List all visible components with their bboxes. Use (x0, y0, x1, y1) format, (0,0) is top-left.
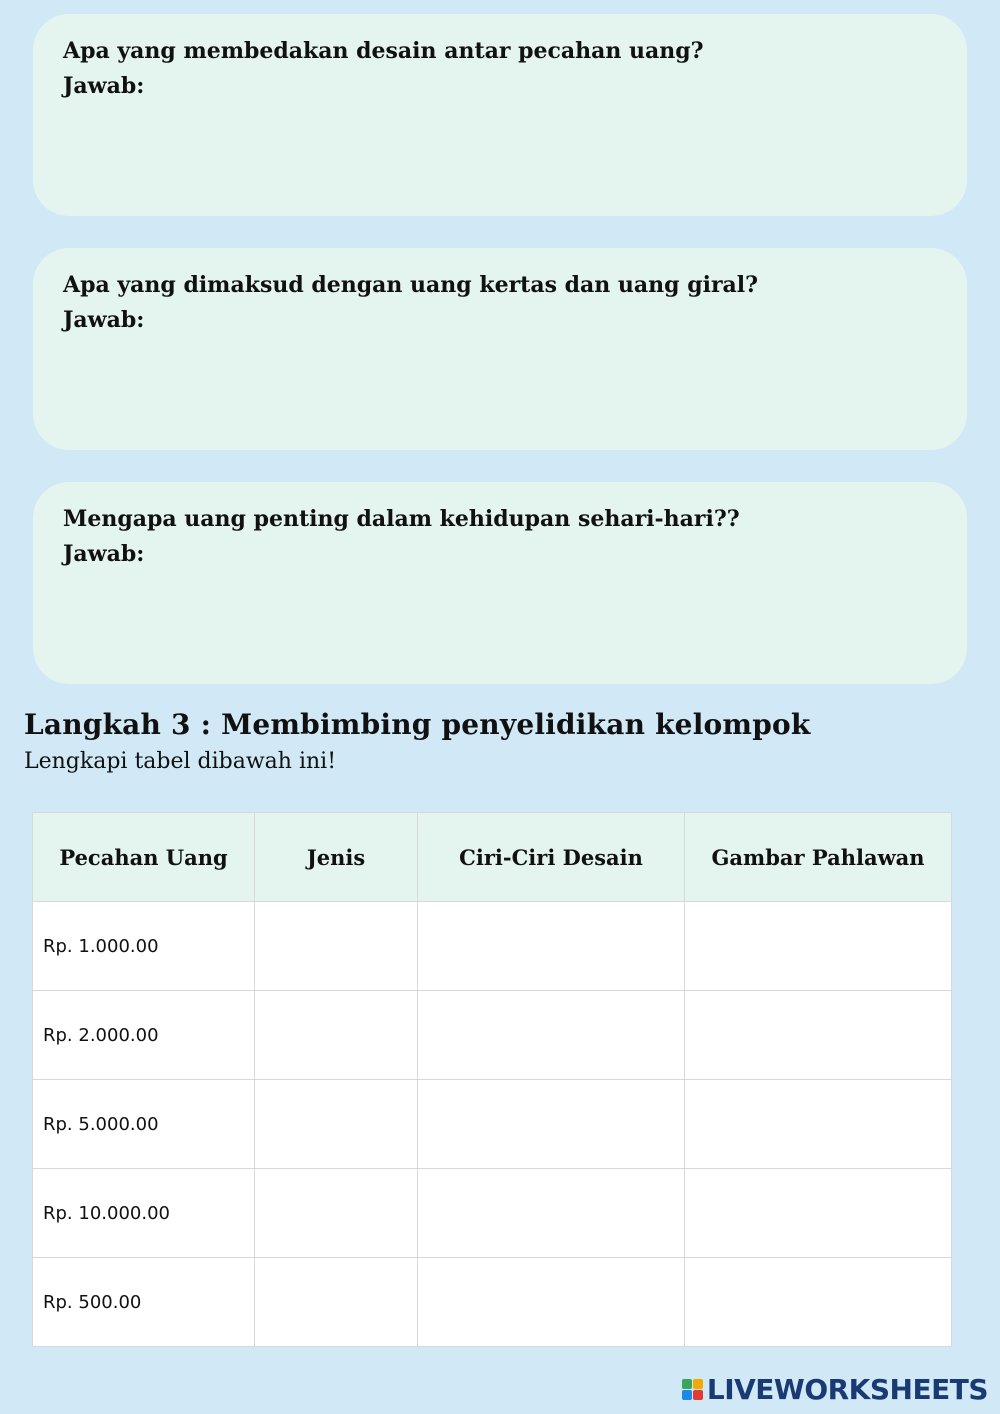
question-text: Apa yang dimaksud dengan uang kertas dan uang giral? (63, 272, 759, 298)
table-row (33, 1258, 952, 1347)
step-instruction: Lengkapi tabel dibawah ini! (24, 749, 337, 774)
liveworksheets-logo-icon (682, 1379, 703, 1400)
liveworksheets-logo (682, 1373, 988, 1406)
ciri-desain-input-cell[interactable] (418, 1258, 685, 1347)
jenis-input-cell[interactable] (255, 1169, 418, 1258)
question-box-2 (33, 248, 967, 450)
table-row (33, 1169, 952, 1258)
denomination-cell: Rp. 500.00 (33, 1258, 255, 1347)
gambar-pahlawan-input-cell[interactable] (685, 1258, 952, 1347)
ciri-desain-input-cell[interactable] (418, 1169, 685, 1258)
header-jenis: Jenis (255, 813, 418, 902)
ciri-desain-input-cell[interactable] (418, 1080, 685, 1169)
answer-label: Jawab: (63, 541, 145, 567)
ciri-desain-input-cell[interactable] (418, 902, 685, 991)
logo-text: LIVEWORKSHEETS (706, 1373, 988, 1406)
denomination-cell: Rp. 2.000.00 (33, 991, 255, 1080)
gambar-pahlawan-input-cell[interactable] (685, 991, 952, 1080)
step-title: Langkah 3 : Membimbing penyelidikan kelompok (24, 708, 811, 741)
question-text: Mengapa uang penting dalam kehidupan sehari-hari?? (63, 506, 740, 532)
jenis-input-cell[interactable] (255, 1080, 418, 1169)
jenis-input-cell[interactable] (255, 991, 418, 1080)
denomination-cell: Rp. 5.000.00 (33, 1080, 255, 1169)
answer-field[interactable] (63, 344, 937, 440)
gambar-pahlawan-input-cell[interactable] (685, 1169, 952, 1258)
header-gambar-pahlawan: Gambar Pahlawan (685, 813, 952, 902)
currency-table (32, 812, 952, 1347)
jenis-input-cell[interactable] (255, 1258, 418, 1347)
table-row (33, 1080, 952, 1169)
header-ciri-ciri-desain: Ciri-Ciri Desain (418, 813, 685, 902)
answer-field[interactable] (63, 110, 937, 206)
ciri-desain-input-cell[interactable] (418, 991, 685, 1080)
table-header-row (33, 813, 952, 902)
jenis-input-cell[interactable] (255, 902, 418, 991)
gambar-pahlawan-input-cell[interactable] (685, 902, 952, 991)
gambar-pahlawan-input-cell[interactable] (685, 1080, 952, 1169)
table-row (33, 991, 952, 1080)
question-box-3 (33, 482, 967, 684)
answer-field[interactable] (63, 578, 937, 674)
question-box-1 (33, 14, 967, 216)
table-row (33, 902, 952, 991)
answer-label: Jawab: (63, 307, 145, 333)
answer-label: Jawab: (63, 73, 145, 99)
denomination-cell: Rp. 10.000.00 (33, 1169, 255, 1258)
denomination-cell: Rp. 1.000.00 (33, 902, 255, 991)
question-text: Apa yang membedakan desain antar pecahan uang? (63, 38, 704, 64)
header-pecahan-uang: Pecahan Uang (33, 813, 255, 902)
